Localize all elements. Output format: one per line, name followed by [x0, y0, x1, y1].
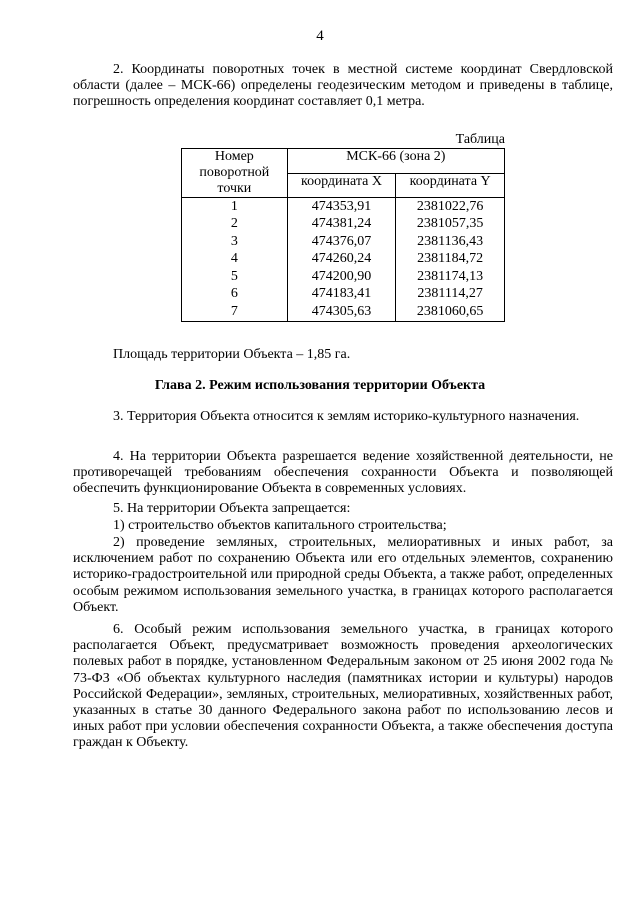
coordinates-table: [181, 148, 505, 322]
coordinate-y: 2381184,72: [396, 251, 505, 269]
coordinate-x: 474260,24: [287, 251, 396, 269]
coordinate-y: 2381057,35: [396, 216, 505, 234]
table-row: [182, 233, 505, 251]
paragraph-5: 5. На территории Объекта запрещается:: [113, 501, 351, 516]
point-number: 3: [182, 233, 288, 251]
prohibition-item-2: 2) проведение земляных, строительных, мелиоративных и иных работ, за исключением работ по сохранению Объекта или его отдельных элементов, сохранению историко-градостроительной или природной среды Объекта, а также работ, определенных особым режимом использования земельного участка, в границах которого располагается Объект.: [73, 535, 613, 615]
paragraph-2: 2. Координаты поворотных точек в местной системе координат Свердловской области (далее – МСК-66) определены геодезическим методом и приведены в таблице, погрешность определения координат составляет 0,1 метра.: [73, 62, 613, 110]
coordinate-y: 2381022,76: [396, 198, 505, 216]
point-number: 2: [182, 216, 288, 234]
coordinate-y: 2381114,27: [396, 286, 505, 304]
header-coordinate-y: координата Y: [396, 173, 505, 198]
coordinate-y: 2381136,43: [396, 233, 505, 251]
table-row: [182, 251, 505, 269]
prohibition-item-1: 1) строительство объектов капитального строительства;: [113, 518, 447, 533]
table-row: [182, 216, 505, 234]
coordinate-x: 474305,63: [287, 303, 396, 321]
chapter-heading: Глава 2. Режим использования территории Объекта: [154, 378, 486, 393]
paragraph-3: 3. Территория Объекта относится к землям историко-культурного назначения.: [113, 409, 580, 424]
coordinate-x: 474200,90: [287, 268, 396, 286]
coordinate-y: 2381060,65: [396, 303, 505, 321]
point-number: 4: [182, 251, 288, 269]
table-row: [182, 286, 505, 304]
coordinate-x: 474353,91: [287, 198, 396, 216]
coordinate-x: 474376,07: [287, 233, 396, 251]
table-row: [182, 303, 505, 321]
coordinate-x: 474381,24: [287, 216, 396, 234]
header-coordinate-x: координата X: [287, 173, 396, 198]
table-row: [182, 198, 505, 216]
area-text: Площадь территории Объекта – 1,85 га.: [113, 347, 351, 362]
header-point-number: Номер поворотной точки: [182, 149, 288, 198]
paragraph-4: 4. На территории Объекта разрешается ведение хозяйственной деятельности, не противоречащей требованиям обеспечения сохранности Объекта и позволяющей обеспечить функционирование Объекта в современных условиях.: [73, 449, 613, 497]
header-coordinate-system: МСК-66 (зона 2): [287, 149, 504, 174]
point-number: 6: [182, 286, 288, 304]
coordinate-x: 474183,41: [287, 286, 396, 304]
point-number: 7: [182, 303, 288, 321]
coordinate-y: 2381174,13: [396, 268, 505, 286]
paragraph-6: 6. Особый режим использования земельного участка, в границах которого располагается Объект, предусматривает возможность проведения археологических полевых работ в порядке, установленном Федеральным законом от 25 июня 2002 года № 73-ФЗ «Об объектах культурного наследия (памятниках истории и культуры) народов Российской Федерации», земляных, строительных, мелиоративных, хозяйственных работ, указанных в статье 30 данного Федерального закона работ по использованию лесов и иных работ при условии обеспечения сохранности Объекта, а также обеспечения доступа граждан к Объекту.: [73, 622, 613, 751]
table-row: [182, 268, 505, 286]
point-number: 1: [182, 198, 288, 216]
page-number: 4: [316, 28, 324, 44]
table-caption: Таблица: [455, 132, 505, 147]
point-number: 5: [182, 268, 288, 286]
